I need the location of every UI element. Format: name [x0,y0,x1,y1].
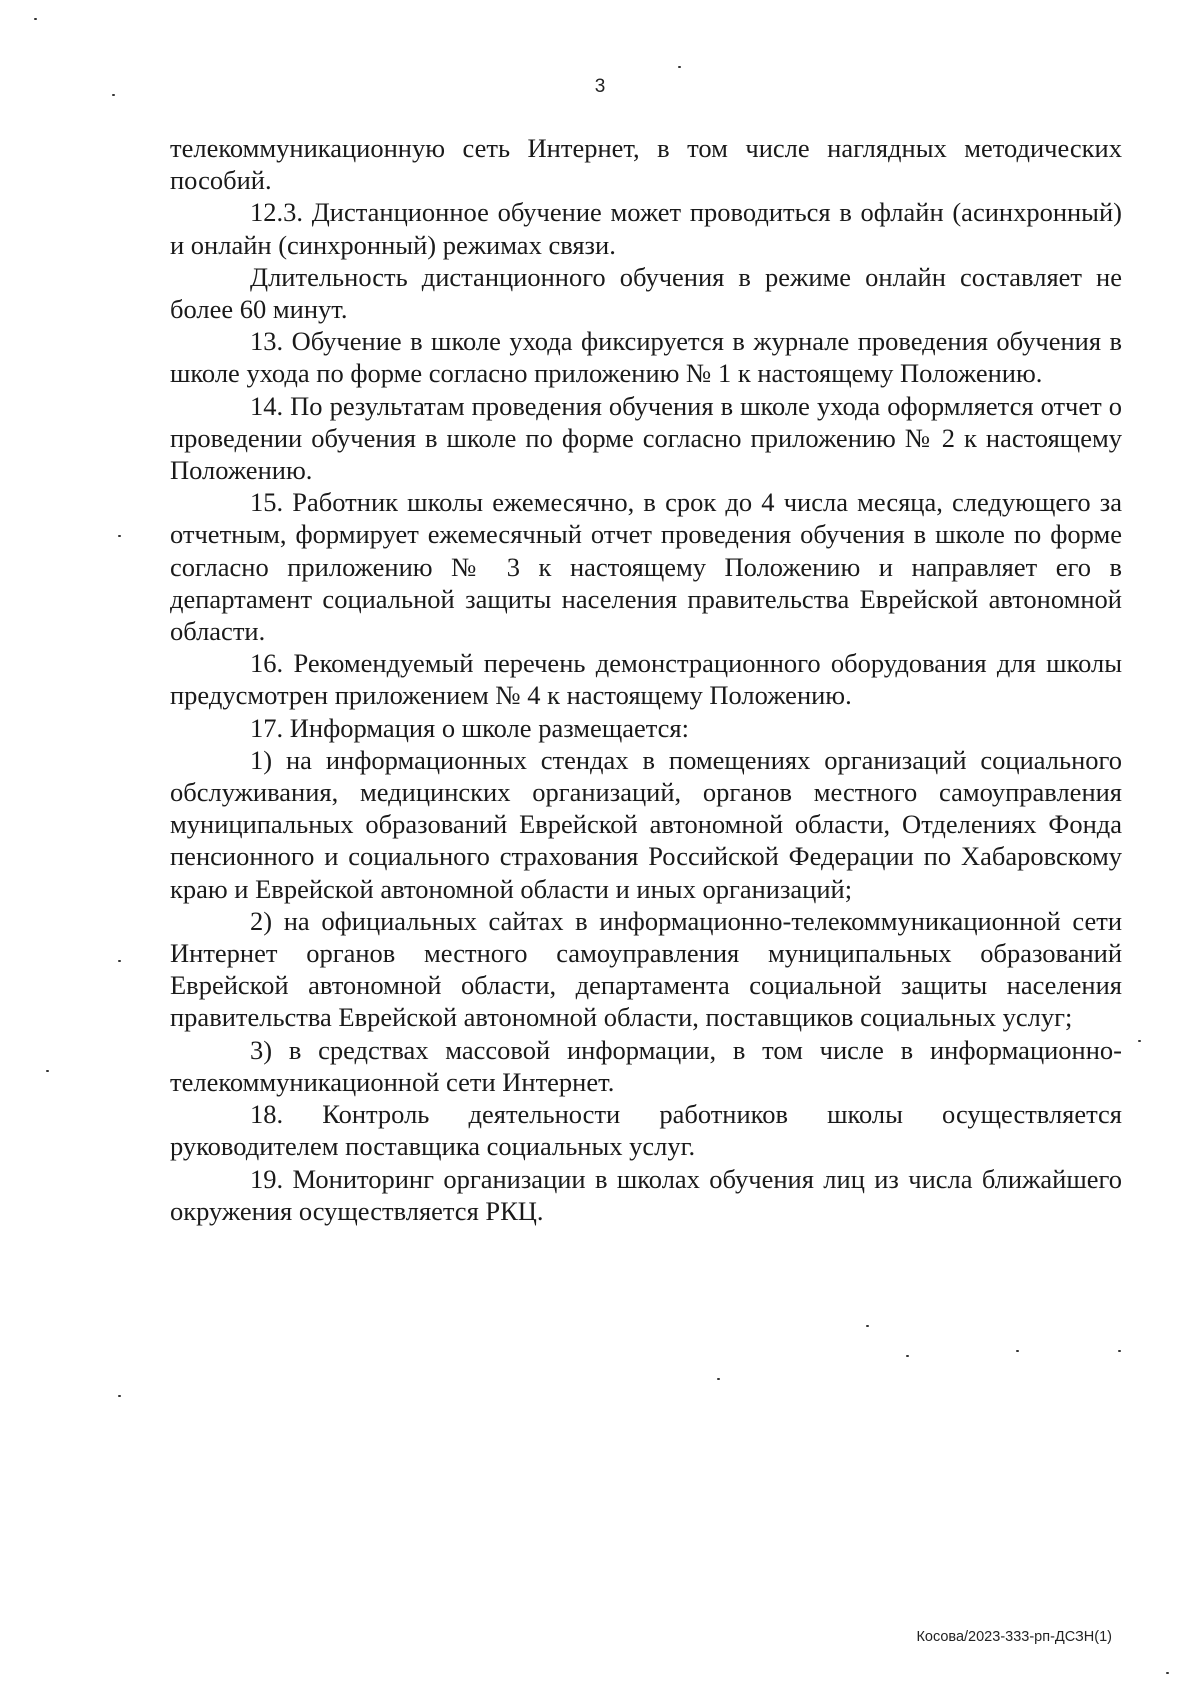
paragraph-12-3: 12.3. Дистанционное обучение может проводиться в офлайн (асинхронный) и онлайн (синхронный) режимах связи. [170,197,1122,260]
paragraph-17-item-3: 3) в средствах массовой информации, в том числе в информационно-телекоммуникационной сети Интернет. [170,1034,1122,1097]
page-number: 3 [594,76,606,97]
paragraph-17-item-1: 1) на информационных стендах в помещениях организаций социального обслуживания, медицинских организаций, органов местного самоуправления муниципальных образований Еврейской автономной области, Отделениях Фонда пенсионного и социального страхования Российской Федерации по Хабаровскому краю и Еврейской автономной области и иных организаций; [170,744,1122,904]
scan-speck [118,1395,121,1397]
paragraph-15: 15. Работник школы ежемесячно, в срок до 4 числа месяца, следующего за отчетным, формирует ежемесячный отчет проведения обучения в школе по форме согласно приложению № 3 к настоящему Положению и направляет его в департамент социальной защиты населения правительства Еврейской автономной области. [170,487,1122,647]
scan-speck [1166,1672,1169,1674]
scan-speck [906,1355,909,1357]
scan-speck [866,1325,869,1327]
document-body [170,132,1122,1227]
scan-speck [1118,1350,1121,1352]
paragraph-online-duration: Длительность дистанционного обучения в режиме онлайн составляет не более 60 минут. [170,261,1122,325]
scan-speck [112,94,115,96]
paragraph-14: 14. По результатам проведения обучения в школе ухода оформляется отчет о проведении обучения в школе по форме согласно приложению № 2 к настоящему Положению. [170,390,1122,486]
scan-speck [717,1378,720,1380]
scan-speck [34,18,37,20]
paragraph-19: 19. Мониторинг организации в школах обучения лиц из числа ближайшего окружения осуществляется РКЦ. [170,1163,1122,1226]
scan-speck [118,960,121,962]
scan-speck [678,66,681,68]
document-footer-code: Косова/2023-333-рп-ДСЗН(1) [916,1629,1112,1645]
paragraph-continuation: телекоммуникационную сеть Интернет, в том числе наглядных методических пособий. [170,133,1122,196]
scan-speck [1138,1040,1141,1042]
paragraph-16: 16. Рекомендуемый перечень демонстрационного оборудования для школы предусмотрен приложением № 4 к настоящему Положению. [170,648,1122,711]
scan-speck [1016,1350,1019,1352]
paragraph-18: 18. Контроль деятельности работников школы осуществляется руководителем поставщика социальных услуг. [170,1099,1122,1162]
paragraph-17: 17. Информация о школе размещается: [250,712,689,743]
paragraph-13: 13. Обучение в школе ухода фиксируется в журнале проведения обучения в школе ухода по форме согласно приложению № 1 к настоящему Положению. [170,326,1122,389]
paragraph-17-item-2: 2) на официальных сайтах в информационно-телекоммуникационной сети Интернет органов местного самоуправления муниципальных образований Еврейской автономной области, департамента социальной защиты населения правительства Еврейской автономной области, поставщиков социальных услуг; [170,905,1122,1033]
scan-speck [46,1070,49,1072]
scan-speck [118,535,121,537]
